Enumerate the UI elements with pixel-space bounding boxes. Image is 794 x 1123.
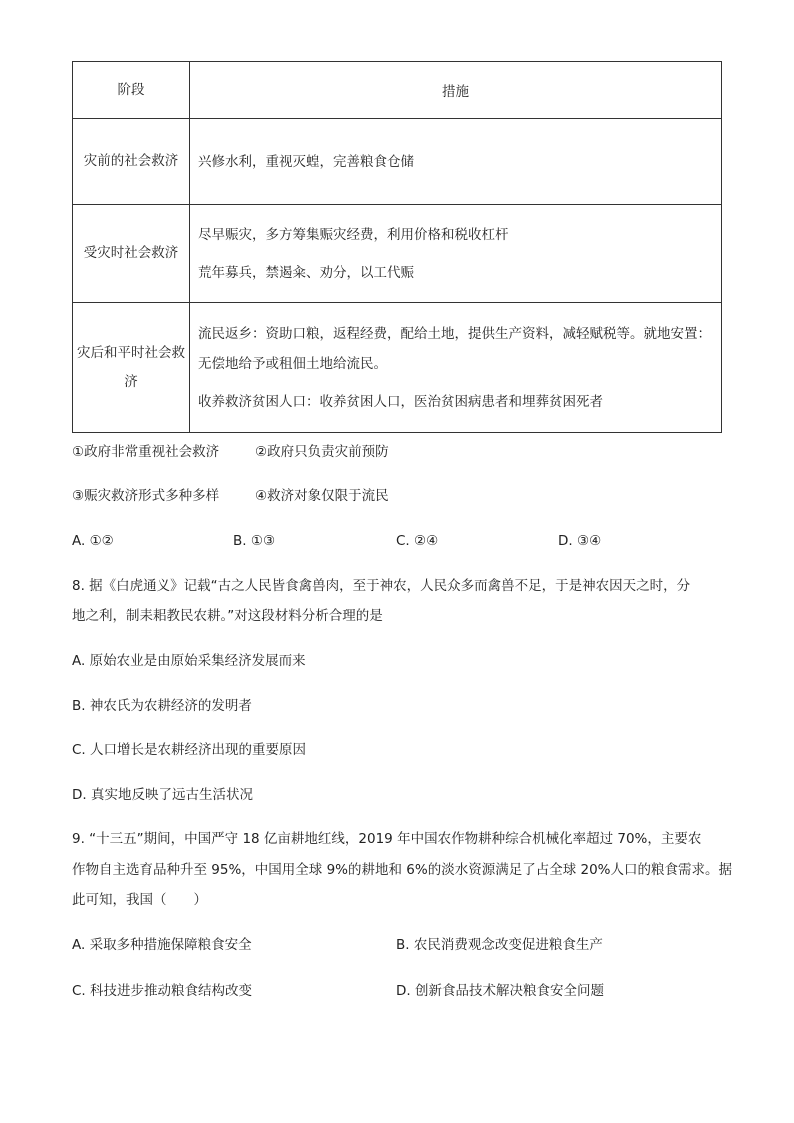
q9-option-a[interactable]: A. 采取多种措施保障粮食安全: [72, 937, 252, 953]
header-measures: 措施: [190, 62, 722, 119]
stage-cell: 受灾时社会救济: [73, 205, 190, 303]
q8-stem-line: 8. 据《白虎通义》记载“古之人民皆食禽兽肉，至于神农，人民众多而禽兽不足，于是神农因天之时，分: [72, 578, 691, 594]
relief-measures-table: [72, 61, 722, 433]
q9-stem-line: 9. “十三五”期间，中国严守 18 亿亩耕地红线，2019 年中国农作物耕种综合机械化率超过 70%，主要农: [72, 831, 702, 847]
q7-option-a[interactable]: A. ①②: [72, 533, 114, 549]
table-row: [73, 205, 722, 303]
measure-cell: [190, 119, 722, 205]
table-row: [73, 119, 722, 205]
measure-text: 尽早赈灾，多方筹集赈灾经费，利用价格和税收杠杆: [198, 226, 509, 243]
measure-cell: [190, 205, 722, 303]
q9-option-c[interactable]: C. 科技进步推动粮食结构改变: [72, 983, 253, 999]
q9-option-b[interactable]: B. 农民消费观念改变促进粮食生产: [396, 937, 603, 953]
q7-option-c[interactable]: C. ②④: [396, 533, 439, 549]
measure-text: 荒年募兵，禁遏籴、劝分，以工代赈: [198, 264, 414, 281]
measure-text: 流民返乡：资助口粮，返程经费，配给土地，提供生产资料，减轻赋税等。就地安置：无偿地给予或租佃土地给流民。: [198, 325, 711, 372]
measure-text: 收养救济贫困人口：收养贫困人口，医治贫困病患者和埋葬贫困死者: [198, 393, 603, 410]
table-row: [73, 303, 722, 433]
q7-option-d[interactable]: D. ③④: [558, 533, 602, 549]
q8-option-b[interactable]: B. 神农氏为农耕经济的发明者: [72, 698, 252, 714]
q8-option-d[interactable]: D. 真实地反映了远古生活状况: [72, 787, 253, 803]
q8-option-c[interactable]: C. 人口增长是农耕经济出现的重要原因: [72, 742, 307, 758]
q7-statement-2: ②政府只负责灾前预防: [255, 444, 389, 460]
q9-stem-line: 作物自主选育品种升至 95%，中国用全球 9%的耕地和 6%的淡水资源满足了占全球 20%人口的粮食需求。据: [72, 862, 733, 878]
table-header-row: [73, 62, 722, 119]
measure-text: 兴修水利，重视灭蝗，完善粮食仓储: [198, 153, 414, 170]
q7-statement-1: ①政府非常重视社会救济: [72, 444, 220, 460]
stage-cell: 灾前的社会救济: [73, 119, 190, 205]
header-stage: 阶段: [73, 62, 190, 119]
q7-statement-4: ④救济对象仅限于流民: [255, 488, 389, 504]
q8-option-a[interactable]: A. 原始农业是由原始采集经济发展而来: [72, 653, 306, 669]
q7-statement-3: ③赈灾救济形式多种多样: [72, 488, 220, 504]
stage-cell: 灾后和平时社会救济: [73, 303, 190, 433]
measure-cell: [190, 303, 722, 433]
q9-option-d[interactable]: D. 创新食品技术解决粮食安全问题: [396, 983, 604, 999]
q8-stem-line: 地之利，制耒耜教民农耕。”对这段材料分析合理的是: [72, 608, 383, 624]
q9-stem-line: 此可知，我国（ ）: [72, 892, 207, 908]
q7-option-b[interactable]: B. ①③: [233, 533, 276, 549]
